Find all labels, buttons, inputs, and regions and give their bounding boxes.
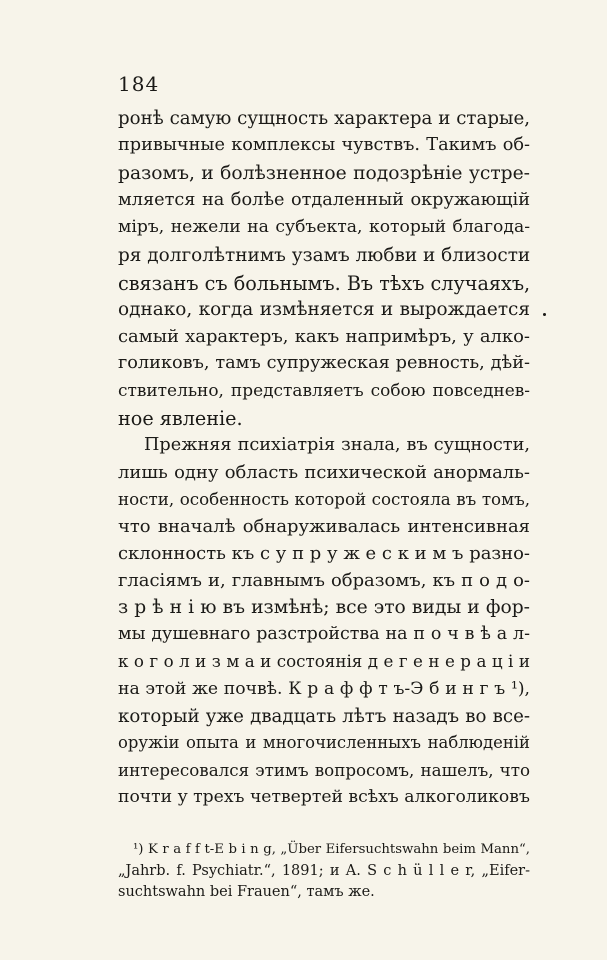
text-line: на этой же почвѣ. К р а ф ф т ъ-Э б и н г ъ ¹),	[118, 679, 530, 699]
ink-speck	[543, 313, 546, 316]
text-line: ное явленіе.	[118, 407, 243, 430]
text-line: почти у трехъ четвертей всѣхъ алкоголиковъ	[118, 787, 530, 807]
page-number: 184	[118, 72, 160, 96]
text-line: мы душевнаго разстройства на п о ч в ѣ а л-	[118, 624, 530, 644]
text-line: к о г о л и з м а и состоянія д е г е н е р а ц і и	[118, 651, 530, 671]
footnote-line: ¹) K r a f f t-E b i n g, „Über Eifersuchtswahn beim Mann“,	[133, 842, 530, 857]
text-line: который уже двадцать лѣтъ назадъ во все-	[118, 706, 530, 727]
footnote-line: „Jahrb. f. Psychiatr.“, 1891; и A. S c h ü l l e r, „Eifer-	[118, 863, 530, 879]
text-line: что вначалѣ обнаруживалась интенсивная	[118, 516, 530, 537]
text-line: з р ѣ н і ю въ измѣнѣ; все это виды и фор-	[118, 597, 530, 618]
text-line: лишь одну область психической анормаль-	[118, 462, 530, 483]
text-line: самый характеръ, какъ напримѣръ, у алко-	[118, 326, 530, 347]
text-line: гласіямъ и, главнымъ образомъ, къ п о д о-	[118, 570, 530, 591]
paragraph-first-line: Прежняя психіатрія знала, въ сущности,	[144, 435, 530, 455]
text-line: однако, когда измѣняется и вырождается	[118, 299, 530, 320]
text-line: ствительно, представляетъ собою повседнев-	[118, 380, 530, 400]
text-line: міръ, нежели на субъекта, который благода-	[118, 217, 530, 237]
footnote-line: suchtswahn bei Frauen“, тамъ же.	[118, 884, 375, 900]
text-line: склонность къ с у п р у ж е с к и м ъ разно-	[118, 543, 530, 564]
text-line: ности, особенность которой состояла въ томъ,	[118, 489, 530, 509]
text-line: связанъ съ больнымъ. Въ тѣхъ случаяхъ,	[118, 272, 531, 295]
text-line: ря долголѣтнимъ узамъ любви и близости	[118, 245, 531, 266]
text-line: разомъ, и болѣзненное подозрѣніе устре-	[118, 163, 530, 184]
text-line: привычные комплексы чувствъ. Такимъ об-	[118, 135, 530, 155]
text-line: ронѣ самую сущность характера и старые,	[118, 108, 530, 129]
text-line: оружіи опыта и многочисленныхъ наблюденій	[118, 733, 530, 752]
text-line: мляется на болѣе отдаленный окружающій	[118, 190, 530, 210]
text-line: интересовался этимъ вопросомъ, нашелъ, что	[118, 760, 530, 780]
text-line: голиковъ, тамъ супружеская ревность, дѣй-	[118, 353, 530, 373]
